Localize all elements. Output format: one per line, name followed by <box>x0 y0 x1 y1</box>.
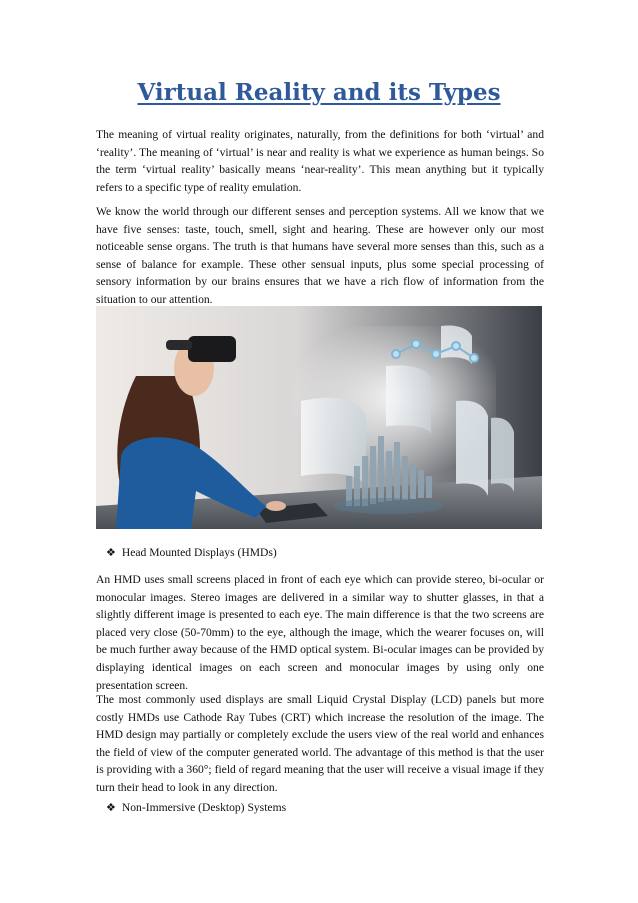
diamond-bullet-icon: ❖ <box>106 546 116 559</box>
displays-paragraph: The most commonly used displays are small Liquid Crystal Display (LCD) panels but more costly HMDs use Cathode Ray Tubes (CRT) which increase the resolution of the image. The HMD design may partially or completely exclude the users view of the real world and enhances the field of view of the computer generated world. The advantage of this method is that the user is providing with a 360°; field of regard meaning that the user will receive a visual image if they turn their head to look in any direction. <box>96 693 544 794</box>
bullet-hmd-label: Head Mounted Displays (HMDs) <box>121 546 277 559</box>
bullet-hmd <box>106 545 277 561</box>
page-title-text: Virtual Reality and its Types <box>137 79 501 106</box>
vr-headset-photo <box>96 306 542 529</box>
bullet-desktop-label: Non-Immersive (Desktop) Systems <box>121 801 287 814</box>
senses-paragraph: We know the world through our different senses and perception systems. All we know that we have five senses: taste, touch, smell, sight and hearing. These are however only our most noticeable sense organs. The truth is that humans have several more senses than this, such as a sense of balance for example. These other sensual inputs, plus some special processing of sensory information by our brains ensures that we have a rich flow of information from the situation to our attention. <box>96 205 544 306</box>
hmd-paragraph: An HMD uses small screens placed in front of each eye which can provide stereo, bi-ocular or monocular images. Stereo images are delivered in a similar way to shutter glasses, in that a slightly different image is presented to each eye. The main difference is that the two screens are placed very close (50-70mm) to the eye, although the image, which the wearer focuses on, will be much further away because of the HMD optical system. Bi-ocular images can be provided by displaying identical images on each screen and monocular images by using only one presentation screen. <box>96 573 544 692</box>
intro-paragraph: The meaning of virtual reality originates, naturally, from the definitions for both ‘virtual’ and ‘reality’. The meaning of ‘virtual’ is near and reality is what we experience as human beings. So the term ‘virtual reality’ basically means ‘near-reality’. This mean anything but it typically refers to a specific type of reality emulation. <box>96 128 544 194</box>
bullet-desktop <box>106 800 286 816</box>
diamond-bullet-icon: ❖ <box>106 801 116 814</box>
page-title <box>0 79 638 106</box>
